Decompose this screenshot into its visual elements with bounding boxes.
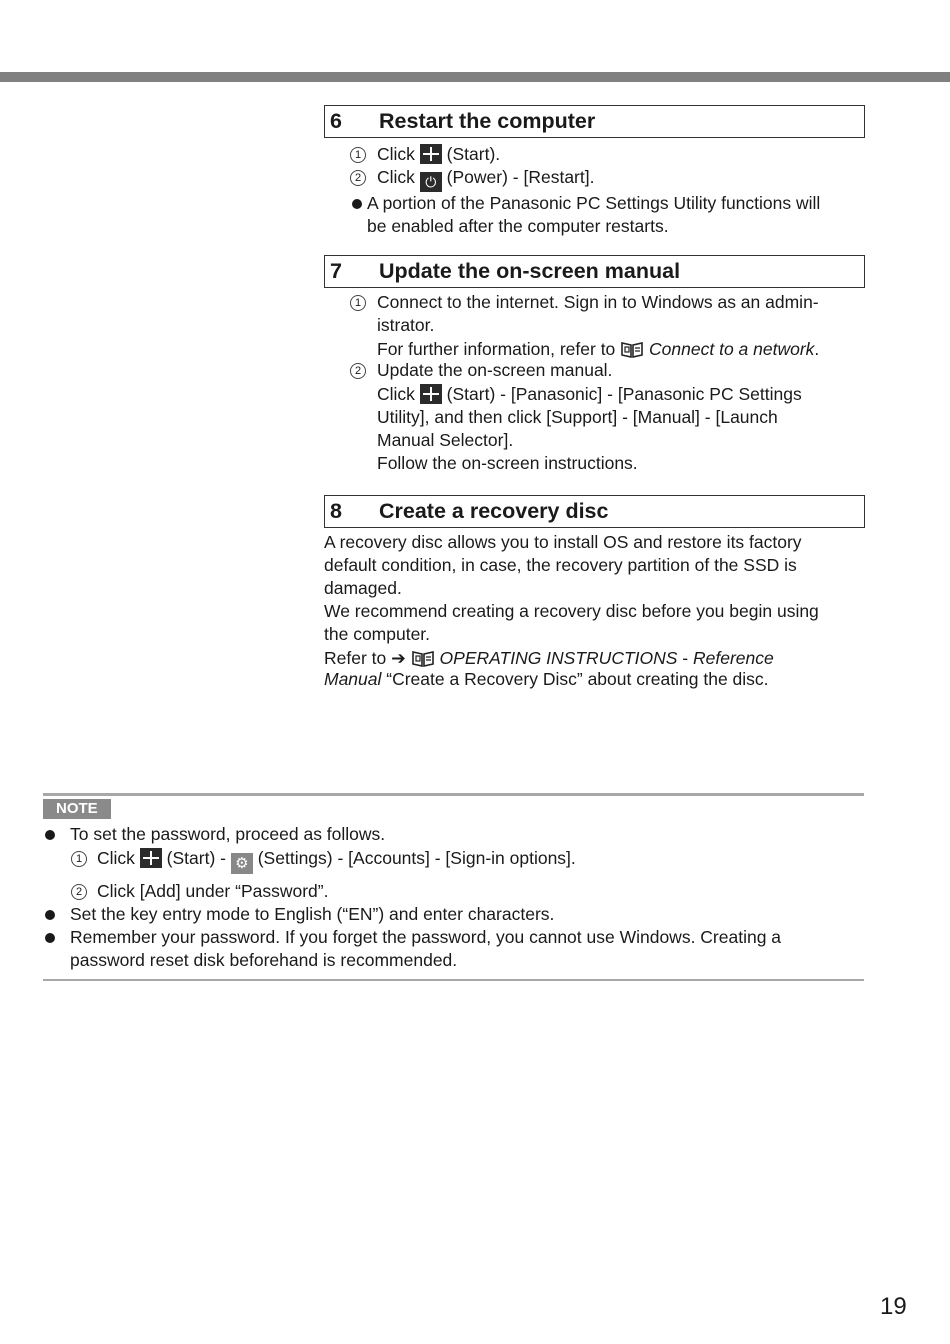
reference-link[interactable]: OPERATING INSTRUCTIONS [439, 648, 678, 668]
reference-paragraph: Refer to ➔ OPERATING INSTRUCTIONS - Reference Manual “Create a Recovery Disc” about creating the disc. [324, 648, 774, 689]
bullet-dot-icon [45, 830, 55, 840]
section-recovery-disc [324, 495, 865, 691]
section-heading [324, 105, 865, 138]
windows-start-icon [420, 144, 442, 164]
page-number: 19 [880, 1293, 907, 1320]
note-item: To set the password, proceed as follows. [43, 823, 864, 846]
section-title: Create a recovery disc [379, 499, 609, 523]
step-1: 1 Connect to the internet. Sign in to Windows as an admin- istrator. For further information, refer to Connect to a network. [324, 291, 865, 361]
windows-start-icon [420, 384, 442, 404]
top-rule [0, 72, 950, 82]
section-heading [324, 495, 865, 528]
note-step-2: 2 Click [Add] under “Password”. [43, 880, 864, 903]
power-icon: ⏻ [420, 172, 442, 192]
circled-number-icon: 1 [350, 147, 366, 163]
section-restart [324, 105, 865, 238]
note-step-1: 1 Click (Start) - ⚙ (Settings) - [Accounts] - [Sign-in options]. [43, 847, 864, 874]
manual-book-icon [411, 648, 435, 668]
paragraph: A recovery disc allows you to install OS and restore its factory default condition, in case, the recovery partition of the SSD is damaged. [324, 532, 802, 598]
note-item: Remember your password. If you forget the password, you cannot use Windows. Creating a password reset disk beforehand is recommended. [43, 926, 864, 972]
paragraph: We recommend creating a recovery disc before you begin using the computer. [324, 601, 819, 644]
section-update-manual [324, 255, 865, 475]
windows-start-icon [140, 848, 162, 868]
circled-number-icon: 2 [71, 884, 87, 900]
bullet-dot-icon [352, 199, 362, 209]
note-item: Set the key entry mode to English (“EN”) and enter characters. [43, 903, 864, 926]
bullet-dot-icon [45, 910, 55, 920]
note-label: NOTE [43, 799, 111, 819]
section-number: 7 [330, 259, 342, 283]
step-2: 2 Update the on-screen manual. Click (Start) - [Panasonic] - [Panasonic PC Settings Utility], and then click [Support] - [Manual] - [Launch Manual Selector]. Follow the on-screen instructions. [324, 359, 865, 475]
step-2: 2 Click ⏻ (Power) - [Restart]. [324, 166, 865, 192]
circled-number-icon: 1 [71, 851, 87, 867]
settings-gear-icon: ⚙ [231, 853, 253, 874]
step-1: 1 Click (Start). [324, 143, 865, 166]
bullet-note: A portion of the Panasonic PC Settings Utility functions will be enabled after the computer restarts. [324, 192, 865, 238]
bullet-dot-icon [45, 933, 55, 943]
note-box [43, 793, 864, 981]
network-link[interactable]: Connect to a network [649, 339, 815, 359]
note-bottom-rule [43, 979, 864, 981]
circled-number-icon: 2 [350, 363, 366, 379]
arrow-right-icon: ➔ [391, 648, 406, 668]
section-title: Restart the computer [379, 109, 596, 133]
section-title: Update the on-screen manual [379, 259, 681, 283]
circled-number-icon: 1 [350, 295, 366, 311]
manual-book-icon [620, 339, 644, 359]
section-heading [324, 255, 865, 288]
section-number: 6 [330, 109, 342, 133]
section-number: 8 [330, 499, 342, 523]
circled-number-icon: 2 [350, 170, 366, 186]
